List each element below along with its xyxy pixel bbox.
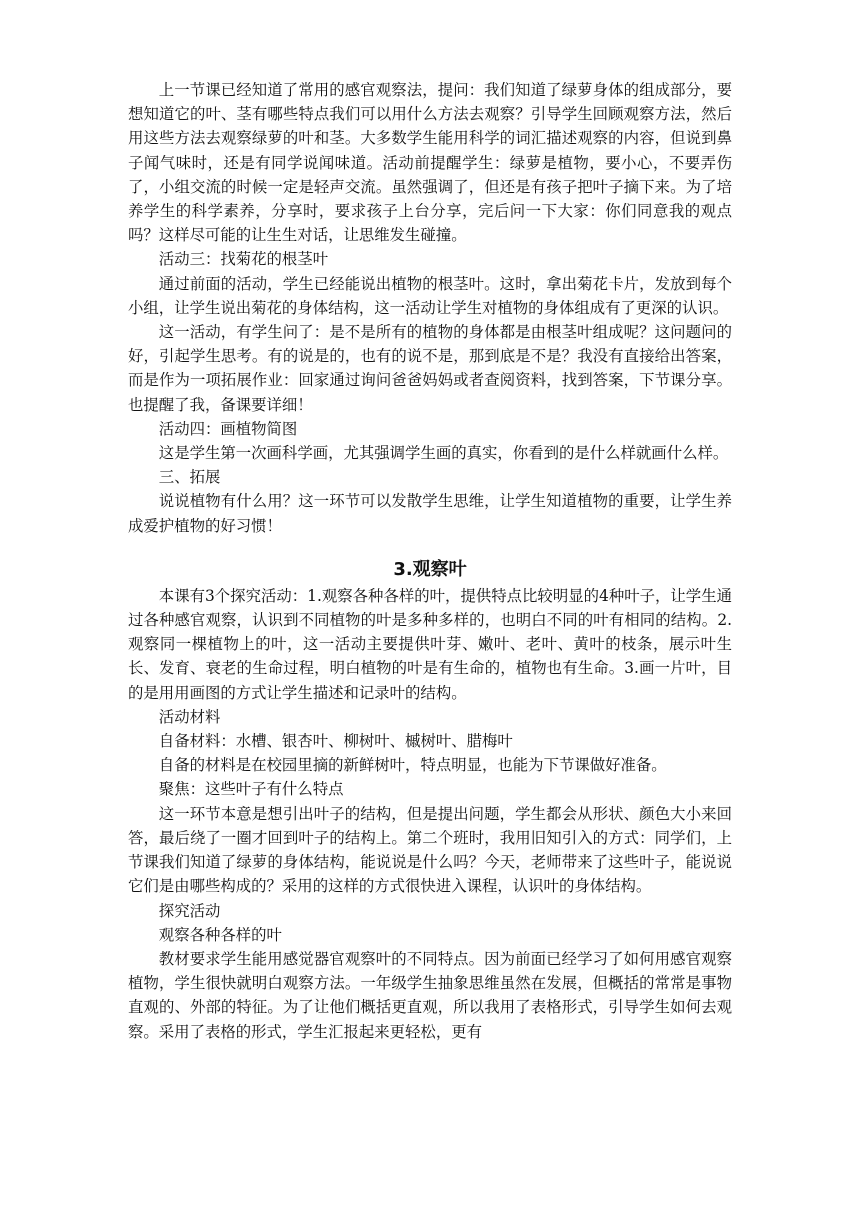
- paragraph: 本课有3个探究活动：1.观察各种各样的叶，提供特点比较明显的4种叶子，让学生通过各种感官观察，认识到不同植物的叶是多种多样的，也明白不同的叶有相同的结构。2.观察同一棵植物上的叶，这一活动主要提供叶芽、嫩叶、老叶、黄叶的枝条，展示叶生长、发育、衰老的生命过程，明白植物的叶是有生命的，植物也有生命。3.画一片叶，目的是用用画图的方式让学生描述和记录叶的结构。: [128, 586, 732, 702]
- document-page: [128, 78, 732, 1044]
- section-heading: 三、拓展: [158, 468, 221, 487]
- activity-heading: 活动四：画植物简图: [158, 419, 298, 438]
- paragraph: 通过前面的活动，学生已经能说出植物的根茎叶。这时，拿出菊花卡片，发放到每个小组，让学生说出菊花的身体结构，这一活动让学生对植物的身体组成有了更深的认识。: [128, 274, 732, 317]
- paragraph: 自备材料：水槽、银杏叶、柳树叶、槭树叶、腊梅叶: [158, 732, 513, 751]
- paragraph: 自备的材料是在校园里摘的新鲜树叶，特点明显，也能为下节课做好准备。: [158, 756, 667, 775]
- paragraph: 这是学生第一次画科学画，尤其强调学生画的真实，你看到的是什么样就画什么样。: [158, 444, 729, 463]
- paragraph: 上一节课已经知道了常用的感官观察法，提问：我们知道了绿萝身体的组成部分，要想知道它的叶、茎有哪些特点我们可以用什么方法去观察？引导学生回顾观察方法，然后用这些方法去观察绿萝的叶和茎。大多数学生能用科学的词汇描述观察的内容，但说到鼻子闻气味时，还是有同学说闻味道。活动前提醒学生：绿萝是植物，要小心，不要弄伤了，小组交流的时候一定是轻声交流。虽然强调了，但还是有孩子把叶子摘下来。为了培养学生的科学素养，分享时，要求孩子上台分享，完后问一下大家：你们同意我的观点吗？这样尽可能的让生生对话，让思维发生碰撞。: [128, 81, 732, 245]
- activity-heading: 活动三：找菊花的根茎叶: [158, 250, 329, 269]
- subheading: 活动材料: [158, 707, 221, 726]
- paragraph: 这一环节本意是想引出叶子的结构，但是提出问题，学生都会从形状、颜色大小来回答，最后绕了一圈才回到叶子的结构上。第二个班时，我用旧知引入的方式：同学们，上节课我们知道了绿萝的身体结构，能说说是什么吗？今天，老师带来了这些叶子，能说说它们是由哪些构成的？采用的这样的方式很快进入课程，认识叶的身体结构。: [128, 804, 732, 896]
- subheading: 探究活动: [158, 901, 221, 920]
- subheading: 观察各种各样的叶: [158, 925, 282, 944]
- paragraph: 说说植物有什么用？这一环节可以发散学生思维，让学生知道植物的重要，让学生养成爱护植物的好习惯！: [128, 492, 732, 535]
- subheading: 聚焦：这些叶子有什么特点: [158, 780, 344, 799]
- lesson-title: 3.观察叶: [393, 558, 467, 580]
- paragraph: 这一活动，有学生问了：是不是所有的植物的身体都是由根茎叶组成呢？这问题问的好，引起学生思考。有的说是的，也有的说不是，那到底是不是？我没有直接给出答案，而是作为一项拓展作业：回家通过询问爸爸妈妈或者查阅资料，找到答案，下节课分享。也提醒了我，备课要详细！: [128, 323, 732, 414]
- paragraph: 教材要求学生能用感觉器官观察叶的不同特点。因为前面已经学习了如何用感官观察植物，学生很快就明白观察方法。一年级学生抽象思维虽然在发展，但概括的常常是事物直观的、外部的特征。为了让他们概括更直观，所以我用了表格形式，引导学生如何去观察。采用了表格的形式，学生汇报起来更轻松，更有: [128, 949, 732, 1041]
